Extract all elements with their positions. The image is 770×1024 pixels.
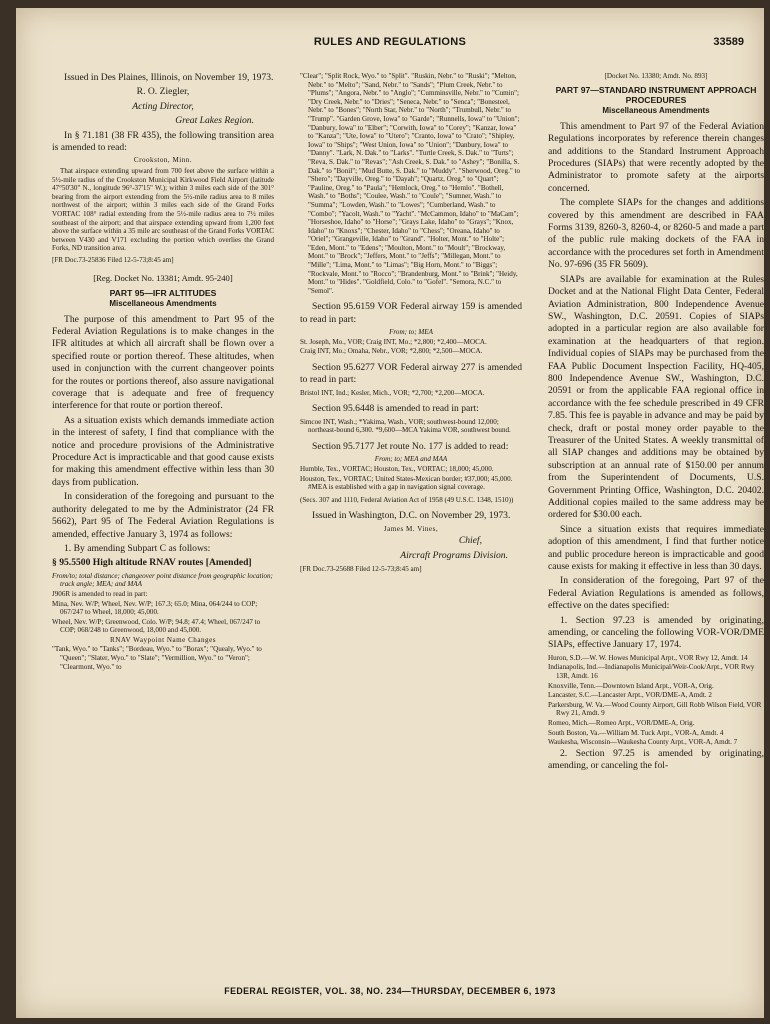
- list-item: Waukesha, Wisconsin—Waukesha County Arpt., VOR-A, Amdt. 7: [548, 738, 738, 747]
- signature-title: Acting Director,: [132, 100, 194, 112]
- document-page: [16, 8, 764, 1018]
- list-item: "Tank, Wyo." to "Tanks"; "Bordeau, Wyo." to "Borax"; "Quealy, Wyo." to "Queen"; "Slater, Wyo." to "Slate"; "Vermillion, Wyo." to "Veron"; "Clearmont, Wyo." to: [52, 645, 262, 671]
- list-item: Parkersburg, W. Va.—Wood County Airport, Gill Robb Wilson Field, VOR Rwy 21, Amdt. 9: [548, 700, 762, 718]
- section-subheading: Miscellaneous Amendments: [109, 299, 217, 309]
- paragraph: Since a situation exists that requires immediate adoption of this amendment, I find that further notice and public procedure hereon is impracticable and good cause exists for making it effective in less than 30 days.: [548, 523, 764, 573]
- paragraph: As a situation exists which demands immediate action in the interest of safety, I find that compliance with the notice and procedure provisions of the Administrative Procedure Act is impracticable and that good cause exists for making this amendment effective within less than 30 days from publication.: [52, 414, 274, 488]
- page-footer: FEDERAL REGISTER, VOL. 38, NO. 234—THURSDAY, DECEMBER 6, 1973: [224, 986, 556, 996]
- list-item: (Secs. 307 and 1110, Federal Aviation Act of 1958 (49 U.S.C. 1348, 1510)): [300, 495, 514, 504]
- list-item: South Boston, Va.—William M. Tuck Arpt., VOR-A, Amdt. 4: [548, 728, 724, 737]
- signature-office: Aircraft Programs Division.: [400, 549, 508, 561]
- paragraph: SIAPs are available for examination at the Rules Docket and at the National Flight Data Center, Federal Aviation Administration, 800 Independence Avenue SW., Washington, D.C. 20591. Copies of SIAPs adopted in a particular region are also available for examination at the headquarters of that region. Individual copies of SIAPs may be purchased from the FAA Public Document Inspection Facility, HQ-405, 800 Independence Avenue SW., Washington, D.C. 20591 or from the applicable FAA regional office in accordance with the fee schedule prescribed in 49 CFR 7.85. This fee is payable in advance and may be paid by check, draft or postal money order payable to the Treasurer of the United States. A weekly transmittal of all SIAP changes and additions may be obtained by subscription at an annual rate of $150.00 per annum from the Superintendent of Documents, U.S. Government Printing Office, Washington, D.C. 20402. Additional copies mailed to the same address may be ordered for $30.00 each.: [548, 273, 764, 521]
- list-item: J906R is amended to read in part:: [52, 589, 148, 598]
- filing-notice: [FR Doc.73-25836 Filed 12-5-73;8:45 am]: [52, 255, 174, 264]
- docket-number: [Docket No. 13380; Amdt. No. 893]: [604, 72, 708, 80]
- list-item: Mina, Nev. W/P; Wheel, Nev. W/P; 167.3; 65.0; Mina, 064/244 to COP; 067/247 to Wheel, 18,000; 45,000.: [52, 599, 258, 617]
- paragraph: Section 95.6159 VOR Federal airway 159 is amended to read in part:: [300, 301, 522, 325]
- procedure-list: [548, 654, 764, 747]
- docket-number: [Reg. Docket No. 13381; Amdt. 95-240]: [93, 273, 233, 284]
- paragraph: Section 95.6277 VOR Federal airway 277 is amended to read in part:: [300, 362, 522, 386]
- list-item: Huron, S.D.—W. W. Howes Municipal Arpt., VOR Rwy 12, Amdt. 14: [548, 653, 748, 662]
- list-heading: From; to; MEA and MAA: [374, 455, 448, 464]
- list-heading: From; to; MEA: [389, 328, 433, 337]
- signature-title: Chief,: [458, 535, 482, 547]
- paragraph: The purpose of this amendment to Part 95 of the Federal Aviation Regulations is to make changes in the IFR altitudes at which all aircraft shall be flown over a specified route or portion thereof. These altitudes, when used in conjunction with the current changeover points for the routes or portions thereof, also assure navigational coverage that is adequate and free of frequency interference for that route or portion thereof.: [52, 313, 274, 412]
- paragraph: 1. Section 97.23 is amended by originating, amending, or canceling the following VOR-VOR/DME SIAPs, effective January 17, 1974.: [548, 614, 764, 651]
- paragraph: This amendment to Part 97 of the Federal Aviation Regulations incorporates by reference therein changes and additions to the Standard Instrument Approach Procedures (SIAPs) that were recently adopted by the Administrator to promote safety at the airports concerned.: [548, 120, 764, 194]
- part-heading: PART 97—STANDARD INSTRUMENT APPROACH PROCEDURES: [555, 84, 757, 105]
- list-item: Romeo, Mich.—Romeo Arpt., VOR/DME-A, Orig.: [548, 719, 695, 728]
- list-item: Humble, Tex., VORTAC; Houston, Tex., VORTAC; 18,000; 45,000.: [300, 465, 494, 474]
- column-1: [52, 72, 274, 672]
- paragraph: Section 95.6448 is amended to read in part:: [312, 403, 479, 415]
- list-item: Simcoe INT, Wash.; *Yakima, Wash., VOR; southwest-bound 12,000; northeast-bound 6,300. *9,600—MCA Yakima VOR, southwest bound.: [300, 417, 511, 435]
- paragraph: Issued in Des Plaines, Illinois, on November 19, 1973.: [64, 72, 274, 83]
- list-item: Bristol INT, Ind.; Kesler, Mich., VOR; *2,700; *2,200—MOCA.: [300, 388, 485, 397]
- list-item: Craig INT, Mo.; Omaha, Nebr., VOR; *2,800; *2,500—MOCA.: [300, 347, 483, 356]
- filing-notice: [FR Doc.73-25688 Filed 12-5-73;8:45 am]: [300, 565, 422, 574]
- section-subheading: Miscellaneous Amendments: [602, 106, 710, 116]
- list-item: From/to; total distance; changeover point distance from geographic location; track angle; MEA; and MAA: [52, 571, 273, 589]
- paragraph: The complete SIAPs for the changes and additions covered by this amendment are described in FAA Forms 3139, 8260-3, 8260-4, or 8260-5 and made a part of the public rule making dockets of the FAA in accordance with the procedures set forth in Amendment No. 97-696 (35 FR 5609).: [548, 197, 764, 271]
- running-head: RULES AND REGULATIONS: [313, 36, 467, 48]
- paragraph: In § 71.181 (38 FR 435), the following transition area is amended to read:: [52, 129, 274, 154]
- list-item: Lancaster, S.C.—Lancaster Arpt., VOR/DME-A, Amdt. 2: [548, 691, 712, 700]
- signature-name: R. O. Ziegler,: [136, 86, 190, 98]
- list-item: "Clear"; "Split Rock, Wyo." to "Split". "Ruskin, Nebr." to "Ruski"; "Melton, Nebr." to "Melto"; "Sand, Nebr." to "Sands"; "Plum Creek, Nebr." to "Plums"; "Angora, Nebr." to "Anglo"; "Cumminsville, Nebr." to "Cumin"; "Dry Creek, Nebr." to "Dries"; "Seneca, Nebr." to "Senca"; "Bonesteel, Nebr." to "Bones"; "North Star, Nebr." to "North"; "Trumbull, Nebr." to "Trump". "Garden Grove, Iowa" to "Garde"; "Runnells, Iowa" to "Union"; "Danbury, Iowa" to "Elber"; "Corwith, Iowa" to "Corey"; "Kanzar, Iowa" to "Kanza"; "Ute, Iowa" to "Utero"; "Cranto, Iowa" to "Crato"; "Shipley, Iowa" to "Ships"; "West Union, Iowa" to "Union"; "Danbury, Iowa" to "Danny". "Lark, N. Dak." to "Larks". "Turtle Creek, S. Dak." to "Turts"; "Reva, S. Dak." to "Revas"; "Ash Creek, S. Dak." to "Ashey"; "Bonilla, S. Dak." to "Bonil"; "Mud Butte, S. Dak." to "Muddy". "Sherwood, Oreg." to "Shero"; "Dayville, Oreg." to "Dayah"; "Quartz, Oreg." to "Quart"; "Pauline, Oreg." to "Paula"; "Hemlock, Oreg." to "Hemlo". "Bothell, Wash." to "Boths"; "Coulee, Wash." to "Coule"; "Sumner, Wash." to "Summa"; "Lowden, Wash." to "Lowes"; "Cumberland, Wash." to "Combo"; "Yacolt, Wash." to "Yacht". "McCammon, Idaho" to "MaCam"; "Horseshoe, Idaho" to "Horse"; "Grays Lake, Idaho" to "Grays"; "Knox, Idaho" to "Knoxs"; "Chester, Idaho" to "Chess"; "Oreana, Idaho" to "Oriel"; "Grangeville, Idaho" to "Grand". "Holter, Mont." to "Holte"; "Eden, Mont." to "Edens"; "Moulton, Mont." to "Moult"; "Brockway, Mont." to "Brock"; "Jeffers, Mont." to "Jeffs"; "Millegan, Mont." to "Mille"; "Lima, Mont." to "Limas"; "Big Horn, Mont." to "Biggs"; "Rockvale, Mont." to "Rocco"; "Brandenburg, Mont." to "Brink"; "Heidy, Mont." to "Hides". "Goldfield, Colo." to "Gofel". "Semora, N.C." to "Semol".: [300, 72, 521, 295]
- list-item: St. Joseph, Mo., VOR; Craig INT, Mo.; *2,800; *2,400—MOCA.: [300, 337, 487, 346]
- list-item: Houston, Tex., VORTAC; United States-Mexican border; #37,000; 45,000. #MEA is established with a gap in navigation signal coverage.: [300, 474, 513, 492]
- place-heading: Crookston, Minn.: [133, 156, 193, 165]
- list-item: Knoxville, Tenn.—Downtown Island Arpt., VOR-A, Orig.: [548, 681, 714, 690]
- section-heading: § 95.5500 High altitude RNAV routes [Amended]: [52, 557, 252, 569]
- signature-name: James M. Vines,: [383, 524, 439, 533]
- signature-office: Great Lakes Region.: [175, 115, 254, 127]
- paragraph: In consideration of the foregoing, Part 97 of the Federal Aviation Regulations is amended as follows, effective on the dates specified:: [548, 575, 764, 612]
- paragraph: That airspace extending upward from 700 feet above the surface within a 5½-mile radius of the Crookston Municipal Kirkwood Field Airport (latitude 47°50'30" N., longitude 96°-37'15" W.); within 3 miles each side of the 301° bearing from the airport extending from the 5½-mile radius area to 8 miles northwest of the airport; within 3 miles each side of the Grand Forks VORTAC 108° radial extending from the 5½-mile radius area to 7½ miles southeast of the airport; and that airspace extending upward from 1,200 feet above the surface within a 35 mile arc southeast of the Grand Forks VORTAC between V430 and V171 excluding the portion which overlies the Grand Forks, ND transition area.: [52, 167, 274, 253]
- list-item: Indianapolis, Ind.—Indianapolis Municipal/Weir-Cook/Arpt., VOR Rwy 13R, Amdt. 16: [548, 663, 755, 681]
- list-heading: RNAV Waypoint Name Changes: [109, 635, 217, 644]
- route-list: [52, 572, 274, 672]
- part-heading: PART 95—IFR ALTITUDES: [109, 287, 217, 298]
- paragraph: In consideration of the foregoing and pursuant to the authority delegated to me by the Administrator (24 FR 5662), Part 95 of The Federal Aviation Regulations is amended, effective January 3, 1974 as follows:: [52, 491, 274, 540]
- column-2: [300, 72, 522, 583]
- paragraph: Section 95.7177 Jet route No. 177 is added to read:: [312, 441, 509, 453]
- column-3: [548, 72, 764, 775]
- page-number: 33589: [713, 36, 744, 48]
- paragraph: 2. Section 97.25 is amended by originating, amending, or canceling the fol-: [548, 747, 764, 772]
- paragraph: 1. By amending Subpart C as follows:: [64, 542, 211, 554]
- paragraph: Issued in Washington, D.C. on November 29, 1973.: [312, 510, 511, 522]
- list-item: Wheel, Nev. W/P; Greenwood, Colo. W/P; 94.8; 47.4; Wheel, 067/247 to COP; 068/248 to Greenwood, 18,000 and 45,000.: [52, 617, 261, 635]
